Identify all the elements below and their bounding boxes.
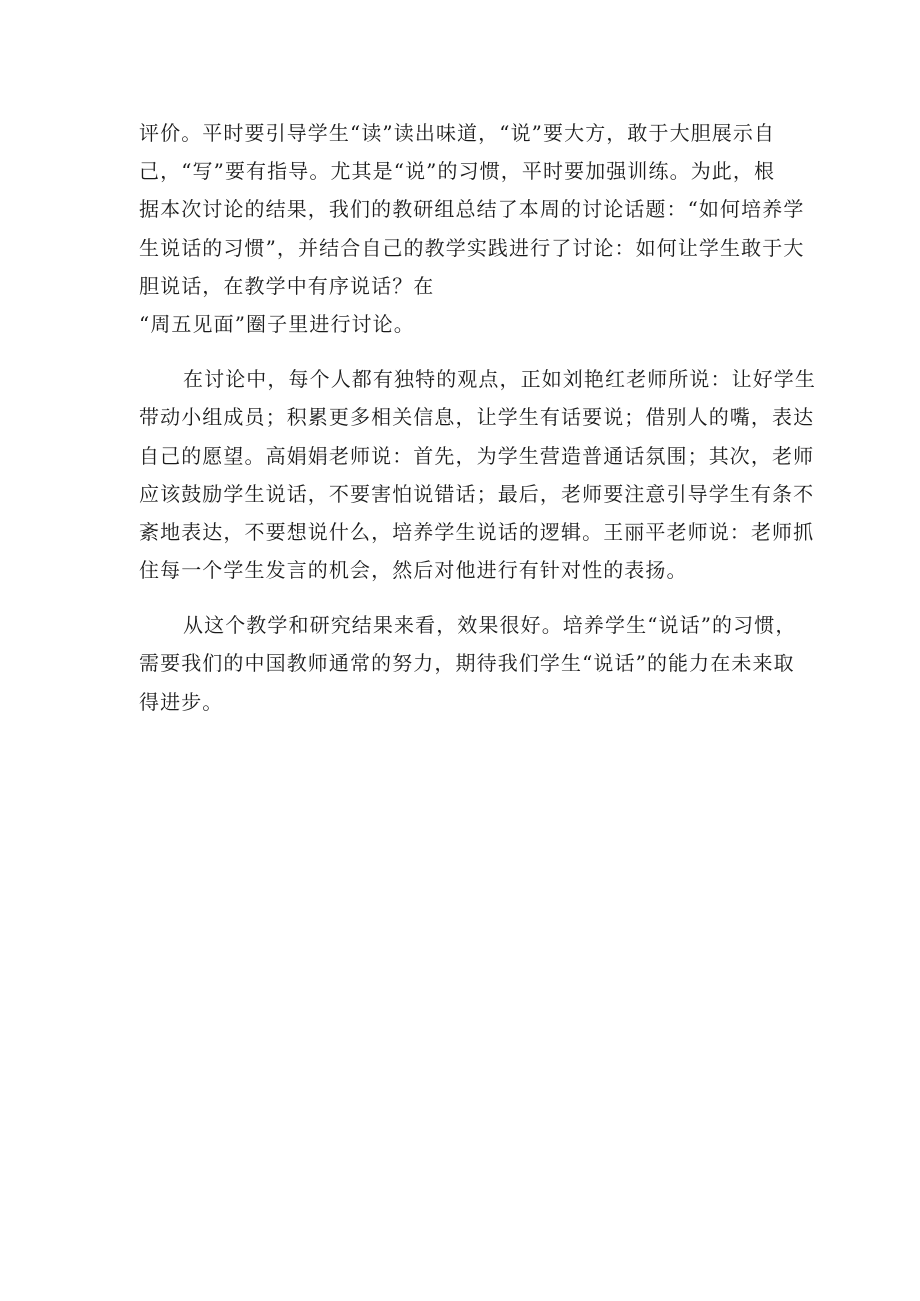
text-line: 生说话的习惯”，并结合自己的教学实践进行了讨论：如何让学生敢于大 bbox=[139, 235, 805, 260]
paragraph-3 bbox=[139, 606, 797, 721]
paragraph-spacer bbox=[139, 343, 781, 360]
paragraph-2 bbox=[139, 360, 816, 589]
paragraph-1 bbox=[139, 114, 805, 343]
text-line: 需要我们的中国教师通常的努力，期待我们学生“说话”的能力在未来取 bbox=[139, 651, 795, 676]
text-line: 住每一个学生发言的机会，然后对他进行有针对性的表扬。 bbox=[139, 558, 688, 583]
text-line: 在讨论中，每个人都有独特的观点，正如刘艳红老师所说：让好学生 bbox=[183, 367, 816, 392]
paragraph-spacer bbox=[139, 589, 781, 606]
text-line: 紊地表达，不要想说什么，培养学生说话的逻辑。王丽平老师说：老师抓 bbox=[139, 519, 815, 544]
text-line: 从这个教学和研究结果来看，效果很好。培养学生“说话”的习惯， bbox=[183, 613, 797, 638]
text-line: 胆说话，在教学中有序说话？在 bbox=[139, 273, 435, 298]
text-line: “周五见面”圈子里进行讨论。 bbox=[139, 311, 415, 336]
document-body bbox=[139, 114, 816, 721]
text-line: 应该鼓励学生说话，不要害怕说错话；最后，老师要注意引导学生有条不 bbox=[139, 481, 815, 506]
text-line: 据本次讨论的结果，我们的教研组总结了本周的讨论话题：“如何培养学 bbox=[139, 197, 805, 222]
text-line: 得进步。 bbox=[139, 689, 224, 714]
text-line: 自己的愿望。高娟娟老师说：首先，为学生营造普通话氛围；其次，老师 bbox=[139, 443, 815, 468]
text-line: 带动小组成员；积累更多相关信息，让学生有话要说；借别人的嘴，表达 bbox=[139, 405, 815, 430]
text-line: 评价。平时要引导学生“读”读出味道，“说”要大方，敢于大胆展示自 bbox=[139, 121, 776, 145]
text-line: 己，“写”要有指导。尤其是“说”的习惯，平时要加强训练。为此，根 bbox=[139, 159, 776, 184]
